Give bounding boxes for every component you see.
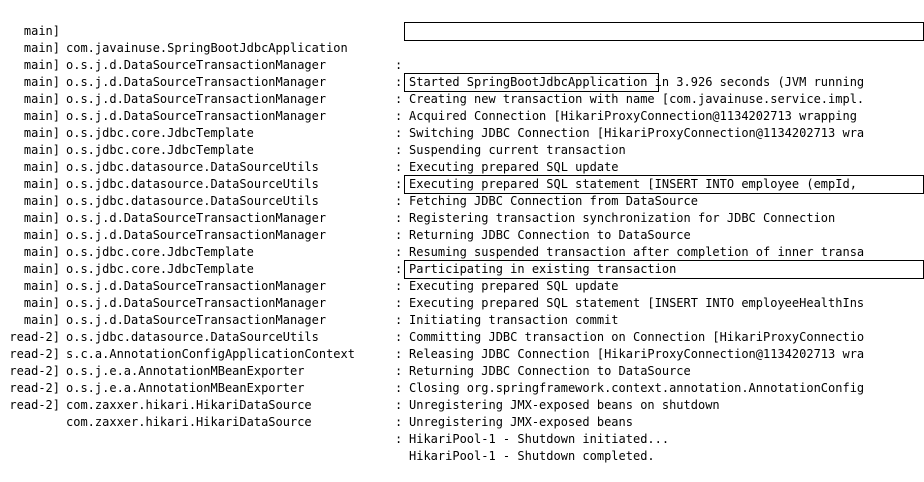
separator: : xyxy=(395,330,403,344)
log-message: HikariPool-1 - Shutdown initiated... xyxy=(409,432,670,446)
thread-name: main] xyxy=(23,228,60,242)
logger-name: o.s.jdbc.datasource.DataSourceUtils xyxy=(66,160,319,174)
logger-name: o.s.j.e.a.AnnotationMBeanExporter xyxy=(66,381,305,395)
log-message: Executing prepared SQL statement [INSERT INTO employeeHealthIns xyxy=(409,296,865,310)
log-message: Fetching JDBC Connection from DataSource xyxy=(409,194,698,208)
thread-name: main] xyxy=(23,177,60,191)
separator: : xyxy=(395,75,403,89)
thread-name: main] xyxy=(23,58,60,72)
logger-name: o.s.jdbc.core.JdbcTemplate xyxy=(66,126,254,140)
thread-name: main] xyxy=(23,92,60,106)
log-message: Switching JDBC Connection [HikariProxyConnection@1134202713 wra xyxy=(409,126,865,140)
separator: : xyxy=(395,92,403,106)
separator: : xyxy=(395,313,403,327)
thread-name: main] xyxy=(23,41,60,55)
log-message: Registering transaction synchronization for JDBC Connection xyxy=(409,211,836,225)
separator: : xyxy=(395,279,403,293)
log-message: Unregistering JMX-exposed beans on shutdown xyxy=(409,398,720,412)
logger-name: o.s.jdbc.core.JdbcTemplate xyxy=(66,245,254,259)
thread-name: main] xyxy=(23,313,60,327)
log-message: Participating in existing transaction xyxy=(409,262,677,276)
log-message: Closing org.springframework.context.annotation.AnnotationConfig xyxy=(409,381,865,395)
logger-name: o.s.j.d.DataSourceTransactionManager xyxy=(66,109,327,123)
log-message: Releasing JDBC Connection [HikariProxyConnection@1134202713 wra xyxy=(409,347,865,361)
logger-name: o.s.jdbc.datasource.DataSourceUtils xyxy=(66,330,319,344)
separator: : xyxy=(395,347,403,361)
thread-name: main] xyxy=(23,160,60,174)
logger-name: o.s.j.e.a.AnnotationMBeanExporter xyxy=(66,364,305,378)
thread-name: read-2] xyxy=(9,364,60,378)
logger-name: o.s.j.d.DataSourceTransactionManager xyxy=(66,279,327,293)
separator: : xyxy=(395,194,403,208)
thread-name: read-2] xyxy=(9,381,60,395)
log-message: Resuming suspended transaction after completion of inner transa xyxy=(409,245,865,259)
thread-name: read-2] xyxy=(9,330,60,344)
logger-name: com.javainuse.SpringBootJdbcApplication xyxy=(66,41,348,55)
logger-name: o.s.j.d.DataSourceTransactionManager xyxy=(66,296,327,310)
log-message: Committing JDBC transaction on Connection [HikariProxyConnectio xyxy=(409,330,865,344)
log-message: Returning JDBC Connection to DataSource xyxy=(409,364,691,378)
separator: : xyxy=(395,364,403,378)
separator: : xyxy=(395,126,403,140)
thread-name: main] xyxy=(23,262,60,276)
log-message: Started SpringBootJdbcApplication in 3.926 seconds (JVM running xyxy=(409,75,865,89)
log-message: Creating new transaction with name [com.javainuse.service.impl. xyxy=(409,92,865,106)
separator: : xyxy=(395,109,403,123)
separator: : xyxy=(395,143,403,157)
thread-name: main] xyxy=(23,194,60,208)
logger-name: s.c.a.AnnotationConfigApplicationContext xyxy=(66,347,355,361)
logger-name: o.s.j.d.DataSourceTransactionManager xyxy=(66,58,327,72)
thread-name: main] xyxy=(23,109,60,123)
separator: : xyxy=(395,398,403,412)
log-message: Executing prepared SQL update xyxy=(409,279,619,293)
separator: : xyxy=(395,160,403,174)
logger-name: o.s.jdbc.datasource.DataSourceUtils xyxy=(66,194,319,208)
log-message: Returning JDBC Connection to DataSource xyxy=(409,228,691,242)
log-message: Initiating transaction commit xyxy=(409,313,619,327)
separator: : xyxy=(395,262,403,276)
thread-name: main] xyxy=(23,75,60,89)
separator: : xyxy=(395,228,403,242)
separator: : xyxy=(395,211,403,225)
logger-name: com.zaxxer.hikari.HikariDataSource xyxy=(66,415,312,429)
logger-name: o.s.jdbc.datasource.DataSourceUtils xyxy=(66,177,319,191)
thread-name: main] xyxy=(23,279,60,293)
log-message: Suspending current transaction xyxy=(409,143,626,157)
separator: : xyxy=(395,245,403,259)
logger-name: o.s.j.d.DataSourceTransactionManager xyxy=(66,92,327,106)
separator: : xyxy=(395,58,403,72)
thread-name: main] xyxy=(23,296,60,310)
separator: : xyxy=(395,381,403,395)
thread-name: read-2] xyxy=(9,347,60,361)
thread-name: read-2] xyxy=(9,398,60,412)
log-message: Unregistering JMX-exposed beans xyxy=(409,415,633,429)
thread-name: main] xyxy=(23,126,60,140)
separator: : xyxy=(395,177,403,191)
separator: : xyxy=(395,415,403,429)
log-message: Acquired Connection [HikariProxyConnection@1134202713 wrapping xyxy=(409,109,857,123)
thread-name: main] xyxy=(23,143,60,157)
logger-name: o.s.j.d.DataSourceTransactionManager xyxy=(66,313,327,327)
separator: : xyxy=(395,296,403,310)
log-message: Executing prepared SQL statement [INSERT INTO employee (empId, xyxy=(409,177,857,191)
logger-name: o.s.jdbc.core.JdbcTemplate xyxy=(66,143,254,157)
log-message: Executing prepared SQL update xyxy=(409,160,619,174)
logger-name: com.zaxxer.hikari.HikariDataSource xyxy=(66,398,312,412)
thread-name: main] xyxy=(23,24,60,38)
logger-name: o.s.j.d.DataSourceTransactionManager xyxy=(66,211,327,225)
log-message: HikariPool-1 - Shutdown completed. xyxy=(409,449,655,463)
thread-name: main] xyxy=(23,245,60,259)
logger-name: o.s.jdbc.core.JdbcTemplate xyxy=(66,262,254,276)
separator: : xyxy=(395,432,403,446)
logger-name: o.s.j.d.DataSourceTransactionManager xyxy=(66,75,327,89)
logger-name: o.s.j.d.DataSourceTransactionManager xyxy=(66,228,327,242)
thread-name: main] xyxy=(23,211,60,225)
